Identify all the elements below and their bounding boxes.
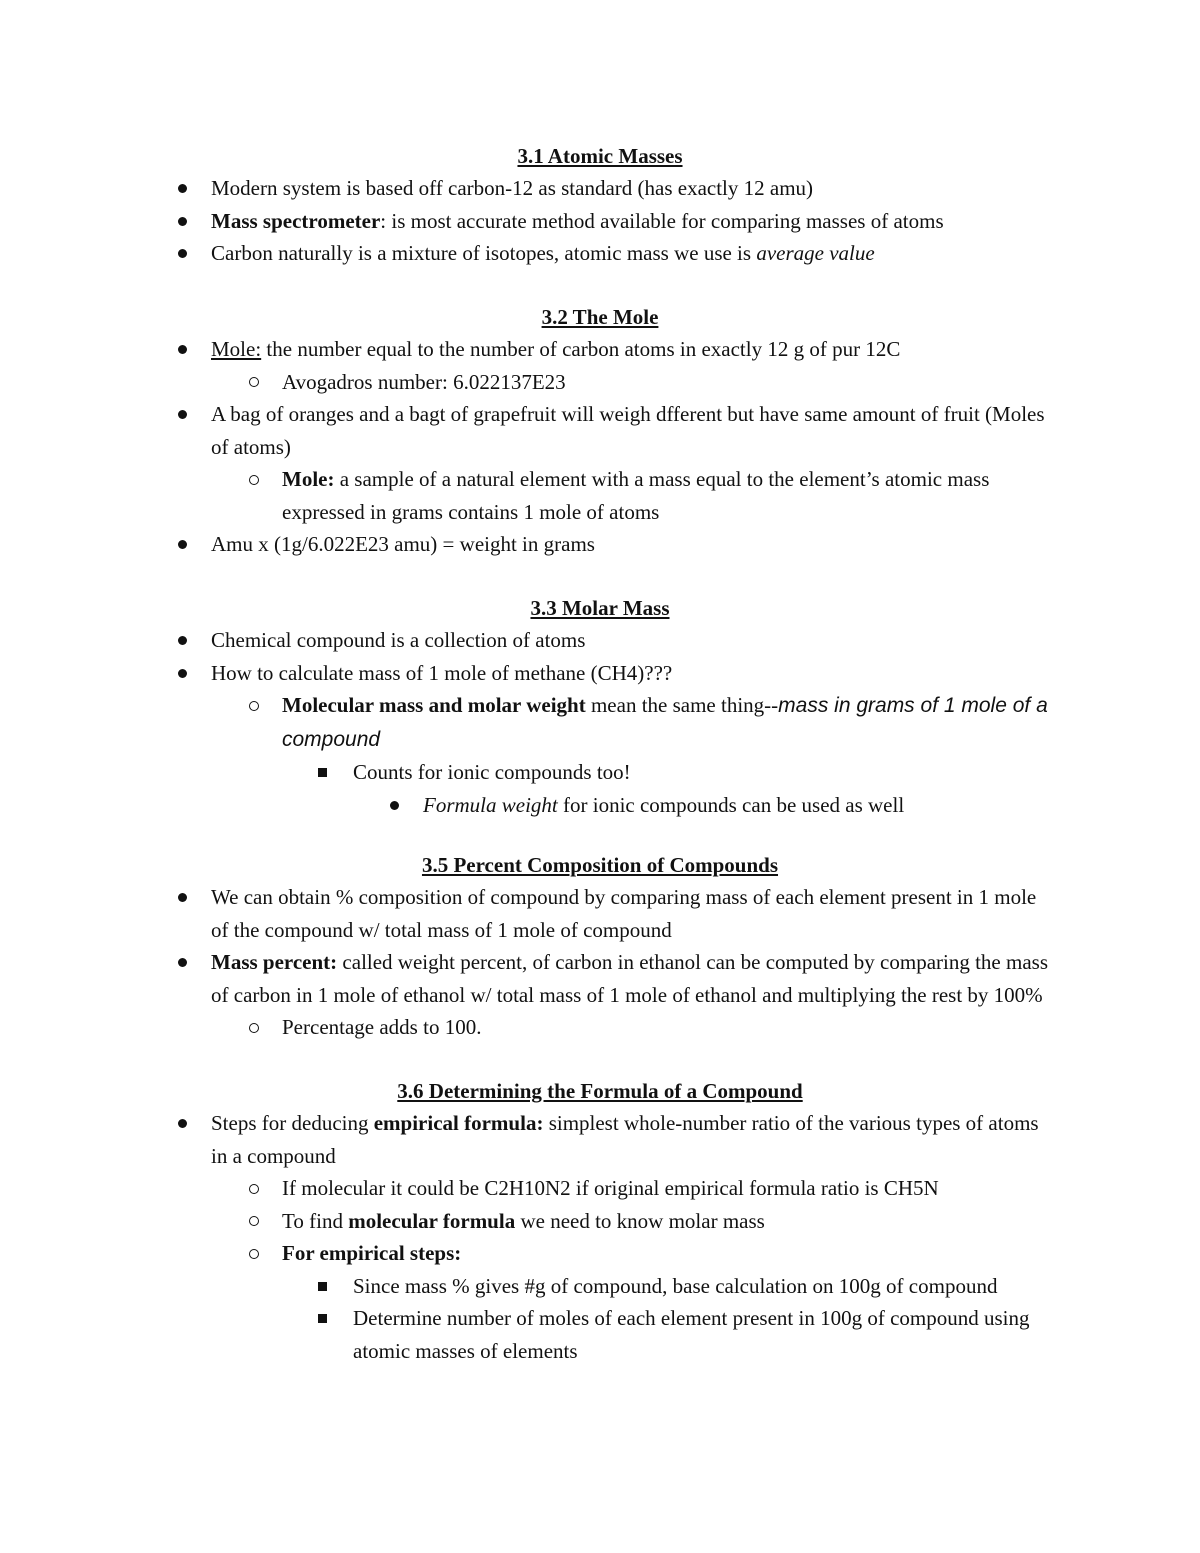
item-text-rest: Carbon naturally is a mixture of isotopes, atomic mass we use is: [211, 241, 757, 265]
bold-term: empirical formula:: [373, 1111, 544, 1135]
bullet-circle-icon: [249, 1011, 259, 1044]
list-item: [0, 756, 1200, 789]
section-heading: 3.2 The Mole: [541, 305, 659, 329]
item-text: Amu x (1g/6.022E23 amu) = weight in grams: [211, 532, 595, 556]
list-item: [0, 1205, 1200, 1238]
item-text: [423, 789, 1063, 822]
list-item: [0, 689, 1200, 756]
item-text: We can obtain % composition of compound by comparing mass of each element present in 1 mole of the compound w/ total mass of 1 mole of compound: [211, 885, 1037, 942]
section-determining-formula: [0, 1075, 1200, 1367]
item-text: [282, 689, 1057, 756]
bullet-disc-icon: [178, 398, 187, 431]
item-text: [282, 1205, 1057, 1238]
italic-term: Formula weight: [423, 792, 558, 817]
bullet-disc-icon: [178, 657, 187, 690]
item-text: Counts for ionic compounds too!: [353, 760, 631, 784]
bullet-disc-icon: [178, 205, 187, 238]
item-text-rest: for ionic compounds can be used as well: [557, 792, 905, 817]
item-text: A bag of oranges and a bagt of grapefruit will weigh dfferent but have same amount of fruit (Moles of atoms): [211, 402, 1045, 459]
bullet-circle-icon: [249, 366, 259, 399]
section-heading: 3.3 Molar Mass: [530, 596, 670, 620]
list-item: [0, 528, 1200, 561]
bullet-disc-icon: [178, 333, 187, 366]
bullet-disc-icon: [178, 881, 187, 914]
item-text-rest: we need to know molar mass: [515, 1208, 765, 1233]
bold-term: molecular formula: [348, 1208, 516, 1233]
list-item: [0, 657, 1200, 690]
section-percent-composition: [0, 849, 1200, 1044]
item-text-rest: : is most accurate method available for comparing masses of atoms: [380, 208, 944, 233]
item-text: How to calculate mass of 1 mole of methane (CH4)???: [211, 660, 673, 685]
list-item: [0, 946, 1200, 1011]
item-text: [211, 237, 1056, 270]
list-item: [0, 463, 1200, 528]
list-item: [0, 398, 1200, 463]
bullet-circle-icon: [249, 463, 259, 496]
bullet-square-icon: [318, 1270, 327, 1303]
bullet-circle-icon: [249, 1237, 259, 1270]
section-molar-mass: [0, 592, 1200, 821]
bullet-disc-icon: [178, 237, 187, 270]
item-text: Percentage adds to 100.: [282, 1015, 482, 1039]
bullet-circle-icon: [249, 1172, 259, 1205]
list-item: [0, 237, 1200, 270]
item-text-rest: mean the same thing--: [585, 693, 779, 717]
italic-term: average value: [756, 241, 875, 265]
list-item: [0, 1011, 1200, 1044]
bullet-square-icon: [318, 1302, 327, 1335]
item-text: If molecular it could be C2H10N2 if original empirical formula ratio is CH5N: [282, 1176, 939, 1200]
bold-term: Mole:: [282, 467, 335, 491]
list-item: [0, 1172, 1200, 1205]
bullet-disc-icon: [178, 624, 187, 657]
item-text-rest: simplest whole-number ratio of the various types of atoms in a compound: [211, 1111, 1039, 1168]
section-heading: 3.1 Atomic Masses: [517, 144, 683, 168]
item-text-rest: called weight percent, of carbon in ethanol can be computed by comparing the mass of carbon in 1 mole of ethanol w/ total mass of 1 mole of ethanol and multiplying the rest by 100%: [211, 950, 1049, 1007]
item-text-rest: a sample of a natural element with a mass equal to the element’s atomic mass expressed in grams contains 1 mole of atoms: [282, 467, 990, 524]
bullet-disc-icon: [178, 1107, 187, 1140]
item-text: [211, 333, 1056, 366]
item-text-rest: the number equal to the number of carbon atoms in exactly 12 g of pur 12C: [261, 337, 901, 361]
item-text: Since mass % gives #g of compound, base calculation on 100g of compound: [353, 1273, 998, 1298]
list-item: [0, 366, 1200, 399]
item-text: [282, 1237, 1057, 1270]
bullet-disc-icon: [178, 172, 187, 205]
bold-term: Molecular mass and molar weight: [282, 693, 586, 717]
section-atomic-masses: [0, 140, 1200, 270]
list-item: [0, 1270, 1200, 1303]
item-text: [211, 946, 1056, 1011]
item-text: Avogadros number: 6.022137E23: [282, 369, 566, 394]
list-item: [0, 1107, 1200, 1172]
bold-term: Mass spectrometer: [211, 208, 381, 233]
bullet-square-icon: [318, 756, 327, 789]
bold-term: Mass percent:: [211, 950, 338, 974]
italic-term: mass in grams of 1 mole of a compound: [282, 694, 1048, 751]
item-text: Determine number of moles of each element present in 100g of compound using atomic masses of elements: [353, 1306, 1030, 1363]
bullet-disc-icon: [178, 946, 187, 979]
bullet-circle-icon: [249, 1205, 259, 1238]
bullet-disc-icon: [390, 789, 399, 822]
item-text: [211, 205, 1056, 238]
bullet-disc-icon: [178, 528, 187, 561]
list-item: [0, 881, 1200, 946]
list-item: [0, 205, 1200, 238]
list-item: [0, 1237, 1200, 1270]
list-item: [0, 172, 1200, 205]
list-item: [0, 624, 1200, 657]
list-item: [0, 1302, 1200, 1367]
section-the-mole: [0, 301, 1200, 561]
item-text: [282, 463, 1057, 528]
item-text-pre: To find: [282, 1208, 349, 1233]
section-heading: 3.5 Percent Composition of Compounds: [421, 853, 779, 877]
underlined-term: Mole:: [211, 337, 262, 361]
item-text-pre: Steps for deducing: [211, 1111, 374, 1135]
bold-term: For empirical steps:: [282, 1241, 462, 1265]
item-text: Chemical compound is a collection of atoms: [211, 628, 586, 652]
list-item: [0, 789, 1200, 822]
item-text: [211, 1107, 1056, 1172]
bullet-circle-icon: [249, 689, 259, 722]
item-text: Modern system is based off carbon-12 as standard (has exactly 12 amu): [211, 176, 814, 200]
section-heading: 3.6 Determining the Formula of a Compound: [397, 1079, 803, 1103]
list-item: [0, 333, 1200, 366]
